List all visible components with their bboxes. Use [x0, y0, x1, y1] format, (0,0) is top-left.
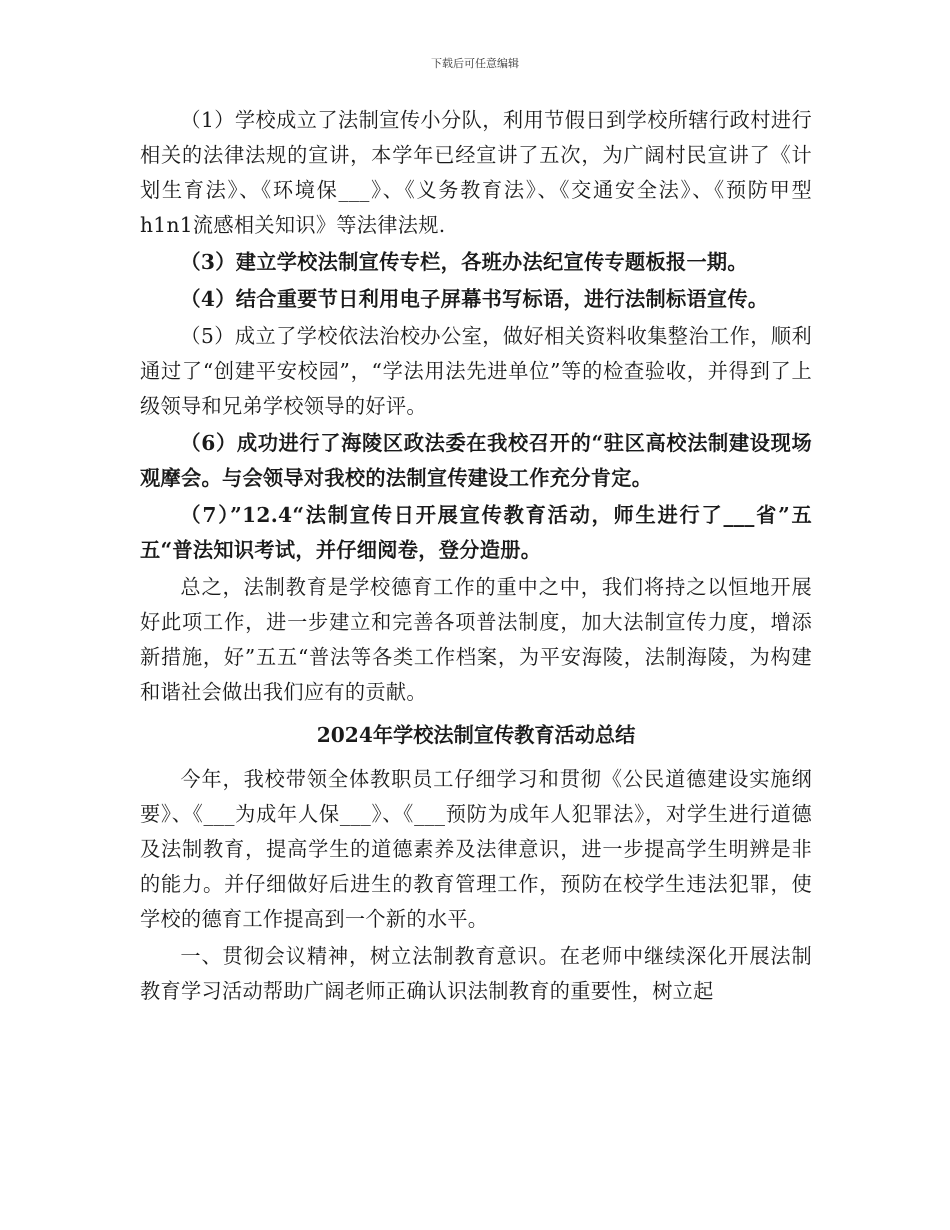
paragraph-summary: 总之，法制教育是学校德育工作的重中之中，我们将持之以恒地开展好此项工作，进一步建立和完善各项普法制度，加大法制宣传力度，增添新措施，好”五五“普法等各类工作档案，为平安海陵，法制海陵，为构建和谐社会做出我们应有的贡献。 — [140, 575, 812, 704]
paragraph-item-4: （4）结合重要节日利用电子屏幕书写标语，进行法制标语宣传。 — [180, 287, 769, 311]
paragraph-item-3: （3）建立学校法制宣传专栏，各班办法纪宣传专题板报一期。 — [180, 250, 748, 274]
paragraph-item-7: （7）”12.4“法制宣传日开展宣传教育活动，师生进行了___省”五五“普法知识考试，并仔细阅卷，登分造册。 — [140, 503, 812, 562]
section-title: 2024年学校法制宣传教育活动总结 — [316, 723, 636, 747]
paragraph-item-5: （5）成立了学校依法治校办公室，做好相关资料收集整治工作，顺利通过了“创建平安校园”，“学法用法先进单位”等的检查验收，并得到了上级领导和兄弟学校领导的好评。 — [140, 324, 812, 418]
paragraph-section-one: 一、贯彻会议精神，树立法制教育意识。在老师中继续深化开展法制教育学习活动帮助广阔老师正确认识法制教育的重要性，树立起 — [140, 944, 812, 1003]
document-body — [140, 103, 812, 1011]
paragraph-item-1: （1）学校成立了法制宣传小分队，利用节假日到学校所辖行政村进行相关的法律法规的宣讲，本学年已经宣讲了五次，为广阔村民宣讲了《计划生育法》、《环境保___》、《义务教育法》、《交通安全法》、《预防甲型h1n1流感相关知识》等法律法规. — [140, 108, 812, 237]
paragraph-intro: 今年，我校带领全体教职员工仔细学习和贯彻《公民道德建设实施纲要》、《___为成年人保___》、《___预防为成年人犯罪法》，对学生进行道德及法制教育，提高学生的道德素养及法律意识，进一步提高学生明辨是非的能力。并仔细做好后进生的教育管理工作，预防在校学生违法犯罪，使学校的德育工作提高到一个新的水平。 — [140, 767, 812, 931]
page-header: 下载后可任意编辑 — [431, 57, 519, 70]
paragraph-item-6: （6）成功进行了海陵区政法委在我校召开的“驻区高校法制建设现场观摩会。与会领导对我校的法制宣传建设工作充分肯定。 — [140, 431, 812, 490]
